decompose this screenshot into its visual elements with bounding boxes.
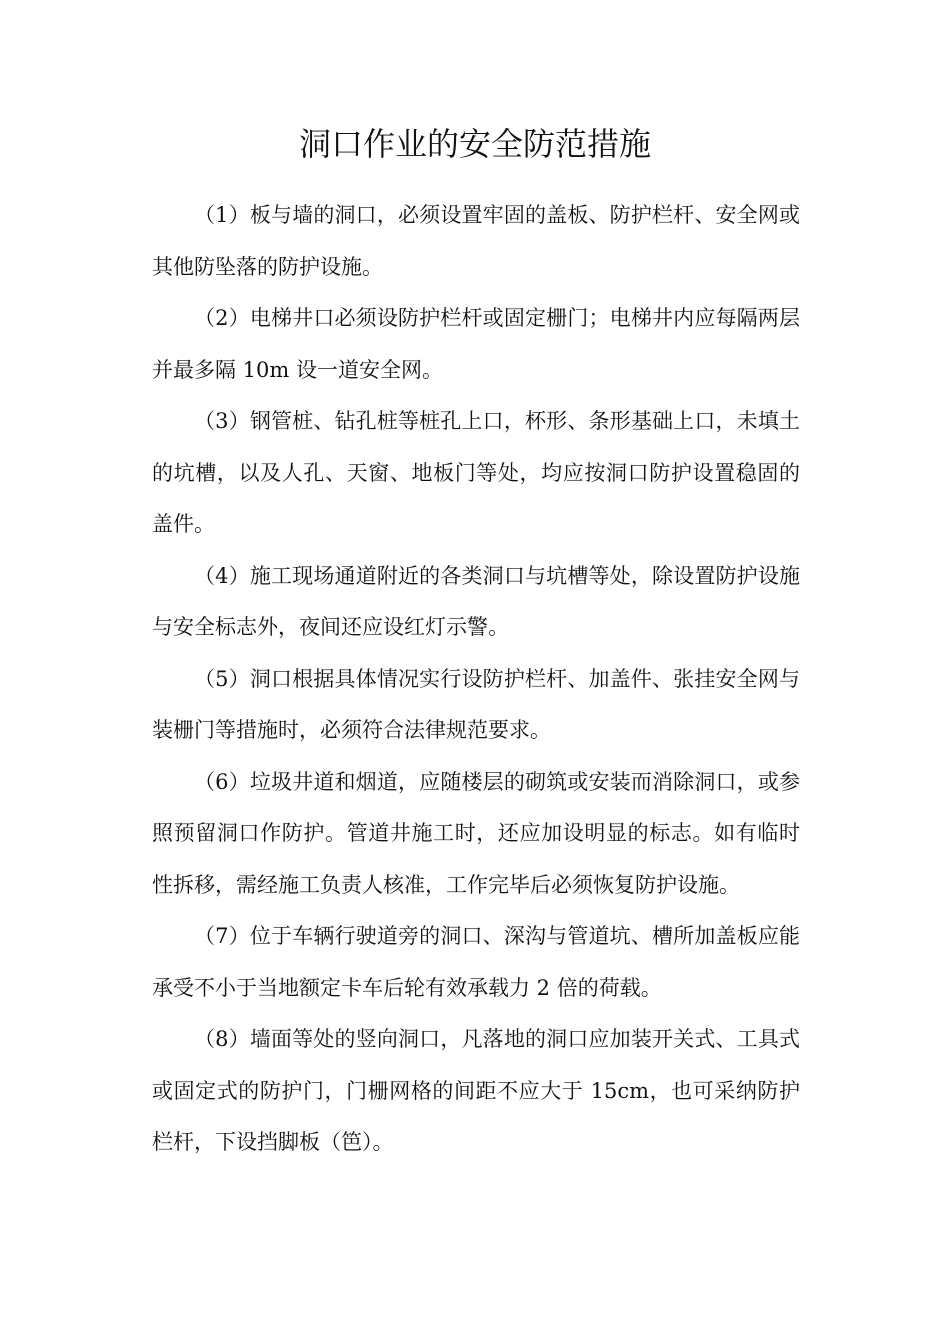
paragraph-8: （8）墙面等处的竖向洞口，凡落地的洞口应加装开关式、工具式或固定式的防护门，门栅网格的间距不应大于 15cm，也可采纳防护栏杆，下设挡脚板（笆）。 [152, 1027, 800, 1154]
document-title: 洞口作业的安全防范措施 [298, 125, 651, 163]
paragraph-5: （5）洞口根据具体情况实行设防护栏杆、加盖件、张挂安全网与装栅门等措施时，必须符合法律规范要求。 [152, 666, 800, 742]
paragraph-7: （7）位于车辆行驶道旁的洞口、深沟与管道坑、槽所加盖板应能承受不小于当地额定卡车后轮有效承载力 2 倍的荷载。 [152, 924, 800, 1000]
paragraph-4: （4）施工现场通道附近的各类洞口与坑槽等处，除设置防护设施与安全标志外，夜间还应设红灯示警。 [152, 563, 800, 639]
paragraph-1: （1）板与墙的洞口，必须设置牢固的盖板、防护栏杆、安全网或其他防坠落的防护设施。 [152, 203, 800, 279]
paragraph-3: （3）钢管桩、钻孔桩等桩孔上口，杯形、条形基础上口，未填土的坑槽，以及人孔、天窗、地板门等处，均应按洞口防护设置稳固的盖件。 [152, 409, 800, 536]
document-body [152, 190, 800, 1169]
paragraph-2: （2）电梯井口必须设防护栏杆或固定栅门；电梯井内应每隔两层并最多隔 10m 设一道安全网。 [152, 306, 800, 382]
paragraph-6: （6）垃圾井道和烟道，应随楼层的砌筑或安装而消除洞口，或参照预留洞口作防护。管道井施工时，还应加设明显的标志。如有临时性拆移，需经施工负责人核准，工作完毕后必须恢复防护设施。 [152, 769, 800, 897]
